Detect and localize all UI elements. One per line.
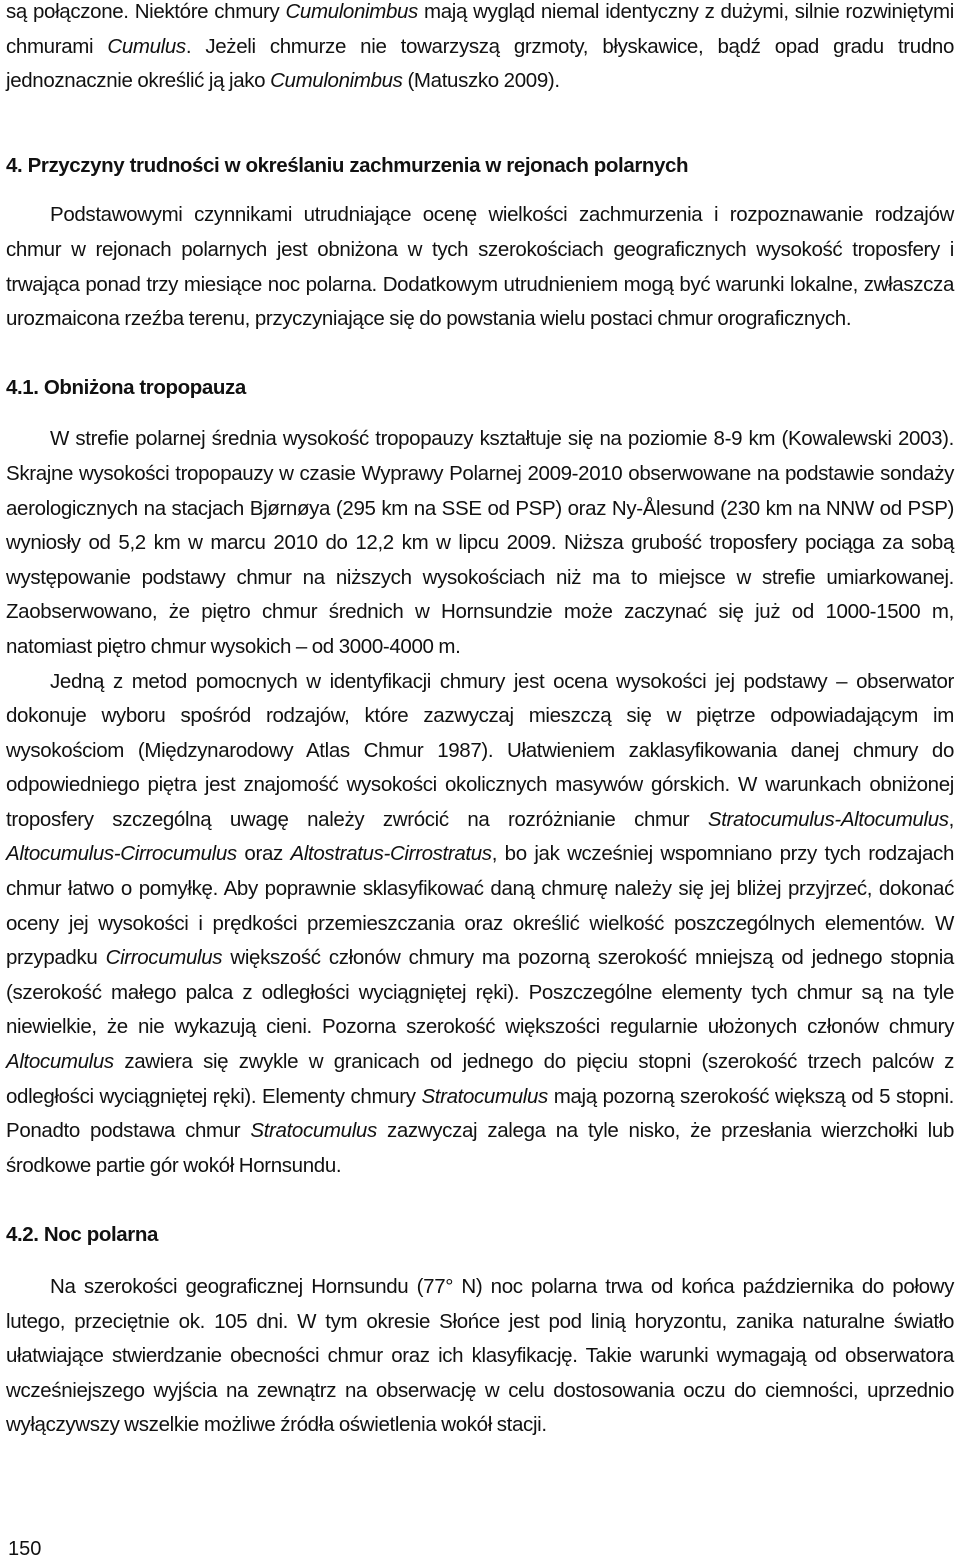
document-page (6, 0, 954, 1443)
paragraph-cumulonimbus-intro: są połączone. Niektóre chmury Cumulonimbus mają wygląd niemal identyczny z dużymi, silnie rozwiniętymi chmurami Cumulus. Jeżeli chmurze nie towarzyszą grzmoty, błyskawice, bądź opad gradu trudno jednoznacznie określić ją jako Cumulonimbus (Matuszko 2009). (6, 0, 954, 93)
paragraph-section-4: Podstawowymi czynnikami utrudniające ocenę wielkości zachmurzenia i rozpoznawanie rodzajów chmur w rejonach polarnych jest obniżona w tych szerokościach geograficznych wysokość troposfery i trwająca ponad trzy miesiące noc polarna. Dodatkowym utrudnieniem mogą być warunki lokalne, zwłaszcza urozmaicona rzeźba terenu, przyczyniające się do powstania wielu postaci chmur orograficznych. (6, 203, 954, 331)
subsection-heading-4-1: 4.1. Obniżona tropopauza (6, 375, 246, 399)
paragraph-polar-night: Na szerokości geograficznej Hornsundu (77° N) noc polarna trwa od końca października do połowy lutego, przeciętnie ok. 105 dni. W tym okresie Słońce jest pod linią horyzontu, zanika naturalne światło ułatwiające stwierdzanie obecności chmur oraz ich klasyfikację. Takie warunki wymagają od obserwatora wcześniejszego wyjścia na zewnątrz na obserwację w celu dostosowania oczu do ciemności, uprzednio wyłączywszy wszelkie możliwe źródła oświetlenia wokół stacji. (6, 1275, 954, 1437)
paragraph-tropopause-height: W strefie polarnej średnia wysokość tropopauzy kształtuje się na poziomie 8-9 km (Kowalewski 2003). Skrajne wysokości tropopauzy w czasie Wyprawy Polarnej 2009-2010 obserwowane na podstawie sondaży aerologicznych na stacjach Bjørnøya (295 km na SSE od PSP) oraz Ny-Ålesund (230 km na NNW od PSP) wyniosły od 5,2 km w marcu 2010 do 12,2 km w lipcu 2009. Niższa grubość troposfery pociąga za sobą występowanie podstawy chmur na niższych wysokościach niż ma to miejsce w strefie umiarkowanej. Zaobserwowano, że piętro chmur średnich w Hornsundzie może zaczynać się już od 1000-1500 m, natomiast piętro chmur wysokich – od 3000-4000 m. (6, 427, 954, 658)
paragraph-cloud-identification: Jedną z metod pomocnych w identyfikacji chmury jest ocena wysokości jej podstawy – obserwator dokonuje wyboru spośród rodzajów, które zazwyczaj mieszczą się w piętrze odpowiadającym im wysokościom (Międzynarodowy Atlas Chmur 1987). Ułatwieniem zaklasyfikowania danej chmury do odpowiedniego piętra jest znajomość wysokości okolicznych masywów górskich. W warunkach obniżonej troposfery szczególną uwagę należy zwrócić na rozróżnianie chmur Stratocumulus-Altocumulus, Altocumulus-Cirrocumulus oraz Altostratus-Cirrostratus, bo jak wcześniej wspomniano przy tych rodzajach chmur łatwo o pomyłkę. Aby poprawnie sklasyfikować daną chmurę należy się jej bliżej przyjrzeć, dokonać oceny jej wysokości i prędkości przemieszczania oraz określić wielkość poszczególnych elementów. W przypadku Cirrocumulus większość członów chmury ma pozorną szerokość mniejszą od jednego stopnia (szerokość małego palca z odległości wyciągniętej ręki). Poszczególne elementy tych chmur są na tyle niewielkie, że nie wykazują cieni. Pozorna szerokość większości regularnie ułożonych członów chmury Altocumulus zawiera się zwykle w granicach od jednego do pięciu stopni (szerokość trzech palców z odległości wyciągniętej ręki). Elementy chmury Stratocumulus mają pozorną szerokość większą od 5 stopni. Ponadto podstawa chmur Stratocumulus zazwyczaj zalega na tyle nisko, że przesłania wierzchołki lub środkowe partie gór wokół Hornsundu. (6, 669, 955, 1177)
section-heading-4: 4. Przyczyny trudności w określaniu zachmurzenia w rejonach polarnych (6, 153, 689, 177)
page-number: 150 (8, 1538, 42, 1560)
subsection-heading-4-2: 4.2. Noc polarna (6, 1223, 158, 1247)
